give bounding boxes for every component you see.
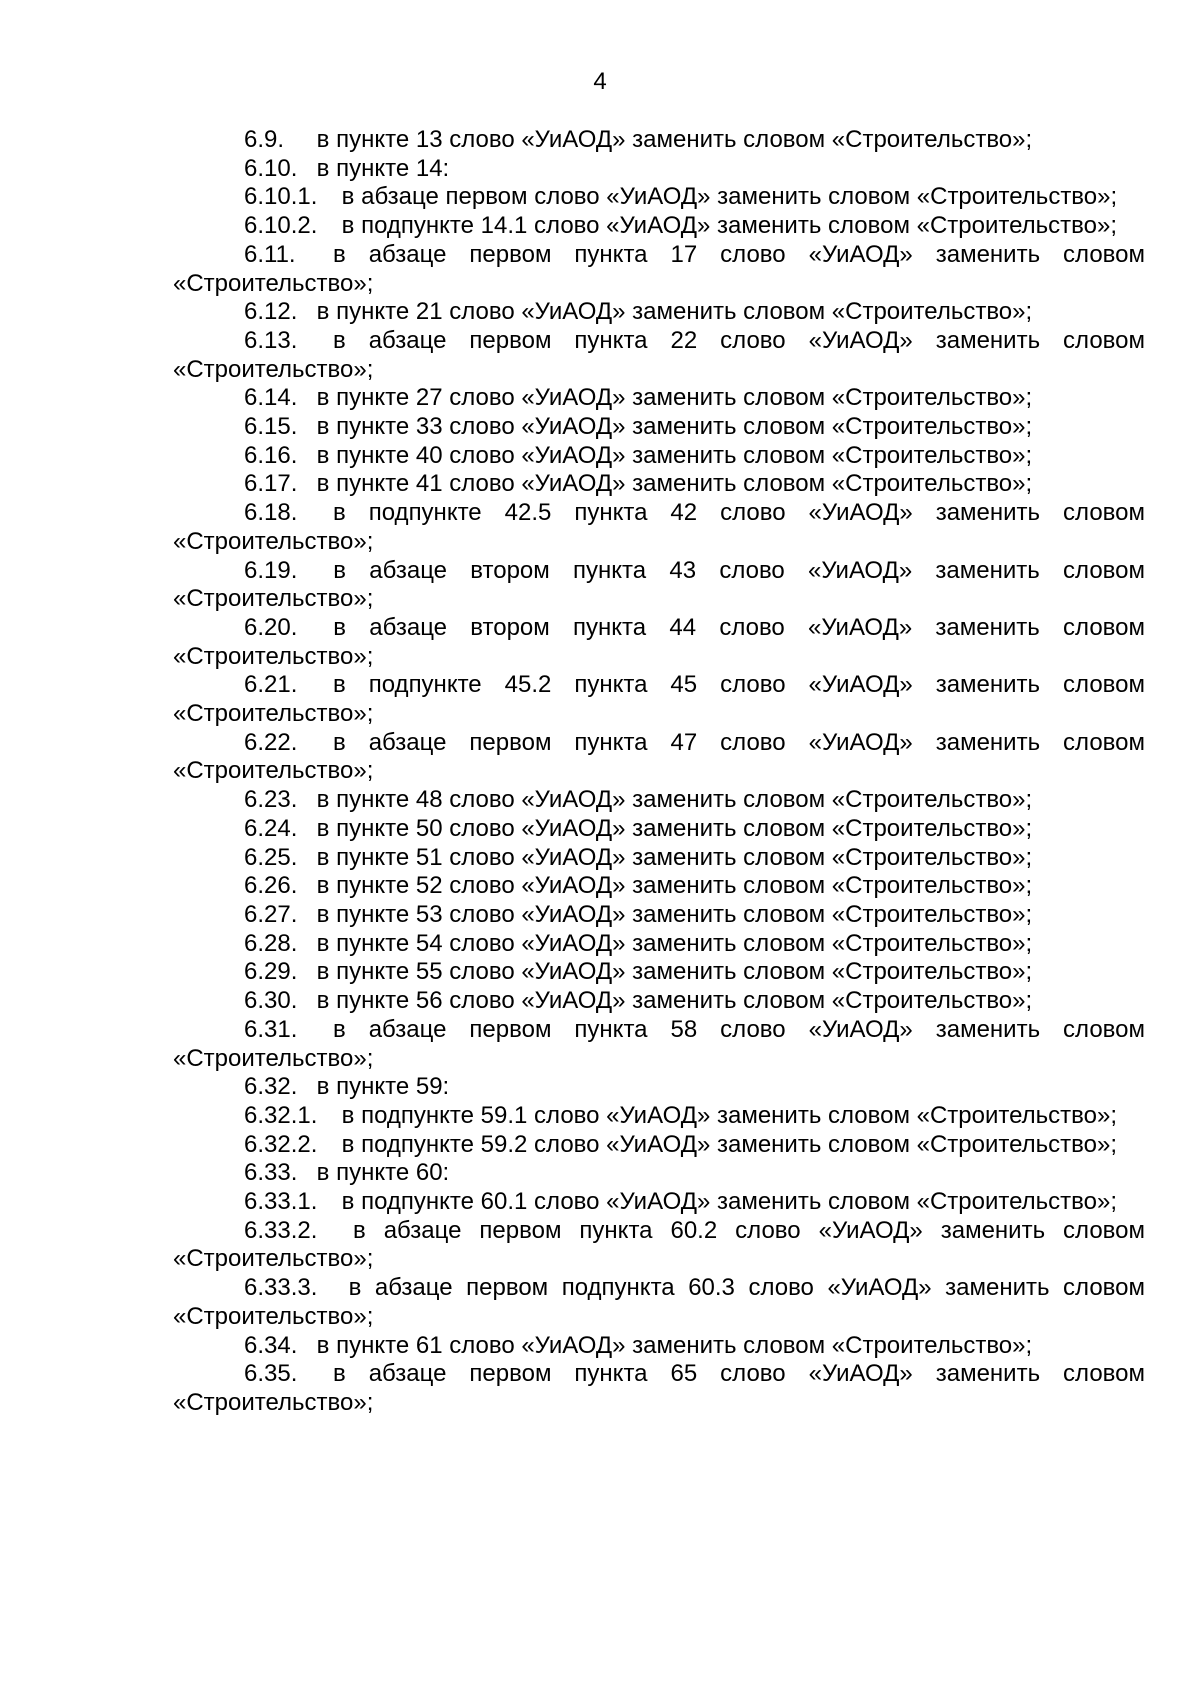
item-number: 6.30. [244, 987, 298, 1015]
list-item [173, 901, 1145, 930]
item-text: в абзаце первом пункта 65 слово «УиАОД» заменить словом «Строительство»; [173, 1360, 1145, 1416]
item-text: в пункте 55 слово «УиАОД» заменить словом «Строительство»; [316, 958, 1033, 986]
list-item [173, 212, 1145, 241]
item-number: 6.33.3. [244, 1274, 318, 1302]
item-number: 6.21. [244, 671, 298, 699]
item-text: в пункте 52 слово «УиАОД» заменить словом «Строительство»; [316, 872, 1033, 900]
item-number: 6.15. [244, 413, 298, 441]
list-item [173, 671, 1145, 728]
item-number: 6.10.1. [244, 183, 318, 211]
item-number: 6.32.2. [244, 1130, 318, 1158]
item-number: 6.13. [244, 326, 298, 354]
item-text: в абзаце первом пункта 47 слово «УиАОД» заменить словом «Строительство»; [173, 728, 1145, 785]
list-item [173, 614, 1145, 671]
item-number: 6.33.1. [244, 1188, 318, 1216]
item-text: в абзаце втором пункта 43 слово «УиАОД» заменить словом «Строительство»; [173, 556, 1145, 613]
item-text: в пункте 51 слово «УиАОД» заменить словом «Строительство»; [316, 843, 1033, 871]
item-text: в пункте 59: [316, 1073, 450, 1101]
item-text: в пункте 61 слово «УиАОД» заменить словом «Строительство»; [316, 1331, 1033, 1359]
list-item [173, 183, 1145, 212]
list-item [173, 1159, 1145, 1188]
list-item [173, 126, 1145, 155]
list-item [173, 1102, 1145, 1131]
item-number: 6.20. [244, 613, 298, 641]
item-number: 6.9. [244, 126, 285, 153]
list-item [173, 930, 1145, 959]
item-number: 6.29. [244, 958, 298, 986]
item-text: в пункте 50 слово «УиАОД» заменить словом «Строительство»; [316, 814, 1033, 842]
list-item [173, 1188, 1145, 1217]
item-text: в пункте 13 слово «УиАОД» заменить словом «Строительство»; [316, 126, 1033, 153]
list-item [173, 958, 1145, 987]
item-number: 6.27. [244, 900, 298, 928]
item-text: в пункте 14: [316, 154, 450, 182]
item-number: 6.32.1. [244, 1101, 318, 1129]
item-text: в подпункте 14.1 слово «УиАОД» заменить словом «Строительство»; [341, 212, 1118, 240]
list-item [173, 844, 1145, 873]
item-text: в пункте 40 слово «УиАОД» заменить словом «Строительство»; [316, 441, 1033, 469]
item-text: в подпункте 59.2 слово «УиАОД» заменить словом «Строительство»; [341, 1130, 1118, 1158]
item-text: в подпункте 42.5 пункта 42 слово «УиАОД» заменить словом «Строительство»; [173, 499, 1145, 555]
item-number: 6.11. [244, 240, 296, 268]
item-number: 6.19. [244, 556, 298, 584]
item-text: в пункте 60: [316, 1159, 450, 1187]
item-number: 6.12. [244, 298, 298, 326]
item-text: в абзаце первом пункта 22 слово «УиАОД» заменить словом «Строительство»; [173, 326, 1145, 383]
item-text: в абзаце первом пункта 58 слово «УиАОД» заменить словом «Строительство»; [173, 1015, 1145, 1072]
item-text: в абзаце первом слово «УиАОД» заменить словом «Строительство»; [341, 183, 1118, 211]
list-item [173, 1217, 1145, 1274]
item-number: 6.23. [244, 786, 298, 814]
page-number: 4 [593, 68, 607, 95]
item-text: в абзаце первом подпункта 60.3 слово «УиАОД» заменить словом «Строительство»; [173, 1274, 1146, 1330]
list-item [173, 872, 1145, 901]
list-item [173, 384, 1145, 413]
item-number: 6.31. [244, 1015, 298, 1043]
list-item [173, 987, 1145, 1016]
item-number: 6.32. [244, 1073, 298, 1101]
item-number: 6.17. [244, 470, 298, 498]
item-number: 6.33.2. [244, 1216, 318, 1244]
list-item [173, 1332, 1145, 1361]
item-number: 6.25. [244, 843, 298, 871]
list-item [173, 442, 1145, 471]
list-item [173, 557, 1145, 614]
item-text: в пункте 33 слово «УиАОД» заменить словом «Строительство»; [316, 413, 1033, 441]
item-text: в подпункте 60.1 слово «УиАОД» заменить словом «Строительство»; [341, 1188, 1118, 1216]
list-item [173, 1360, 1145, 1417]
item-number: 6.28. [244, 929, 298, 957]
item-number: 6.14. [244, 384, 298, 412]
item-number: 6.34. [244, 1331, 298, 1359]
item-text: в абзаце первом пункта 60.2 слово «УиАОД» заменить словом «Строительство»; [173, 1216, 1145, 1273]
item-number: 6.16. [244, 441, 298, 469]
list-item [173, 729, 1145, 786]
list-item [173, 815, 1145, 844]
item-text: в пункте 27 слово «УиАОД» заменить словом «Строительство»; [316, 384, 1033, 412]
list-item [173, 786, 1145, 815]
item-text: в подпункте 45.2 пункта 45 слово «УиАОД» заменить словом «Строительство»; [173, 671, 1145, 728]
list-item [173, 1016, 1145, 1073]
item-number: 6.18. [244, 499, 298, 527]
list-item [173, 1131, 1145, 1160]
item-text: в пункте 56 слово «УиАОД» заменить словом «Строительство»; [316, 987, 1033, 1015]
item-text: в подпункте 59.1 слово «УиАОД» заменить словом «Строительство»; [341, 1101, 1118, 1129]
item-text: в пункте 48 слово «УиАОД» заменить словом «Строительство»; [316, 786, 1033, 814]
item-number: 6.26. [244, 872, 298, 900]
item-number: 6.22. [244, 728, 298, 756]
document-body [173, 126, 1145, 1418]
list-item [173, 1274, 1145, 1331]
item-text: в абзаце первом пункта 17 слово «УиАОД» заменить словом «Строительство»; [173, 240, 1145, 297]
item-number: 6.35. [244, 1360, 298, 1388]
list-item [173, 155, 1145, 184]
list-item [173, 470, 1145, 499]
item-text: в пункте 41 слово «УиАОД» заменить словом «Строительство»; [316, 470, 1033, 498]
list-item [173, 1073, 1145, 1102]
item-text: в пункте 53 слово «УиАОД» заменить словом «Строительство»; [316, 900, 1033, 928]
list-item [173, 327, 1145, 384]
item-number: 6.33. [244, 1159, 298, 1187]
item-number: 6.10.2. [244, 212, 318, 240]
list-item [173, 499, 1145, 556]
item-text: в абзаце втором пункта 44 слово «УиАОД» заменить словом «Строительство»; [173, 613, 1145, 670]
list-item [173, 413, 1145, 442]
list-item [173, 241, 1145, 298]
list-item [173, 298, 1145, 327]
item-number: 6.10. [244, 154, 298, 182]
item-text: в пункте 54 слово «УиАОД» заменить словом «Строительство»; [316, 929, 1033, 957]
item-text: в пункте 21 слово «УиАОД» заменить словом «Строительство»; [316, 298, 1033, 326]
item-number: 6.24. [244, 814, 298, 842]
